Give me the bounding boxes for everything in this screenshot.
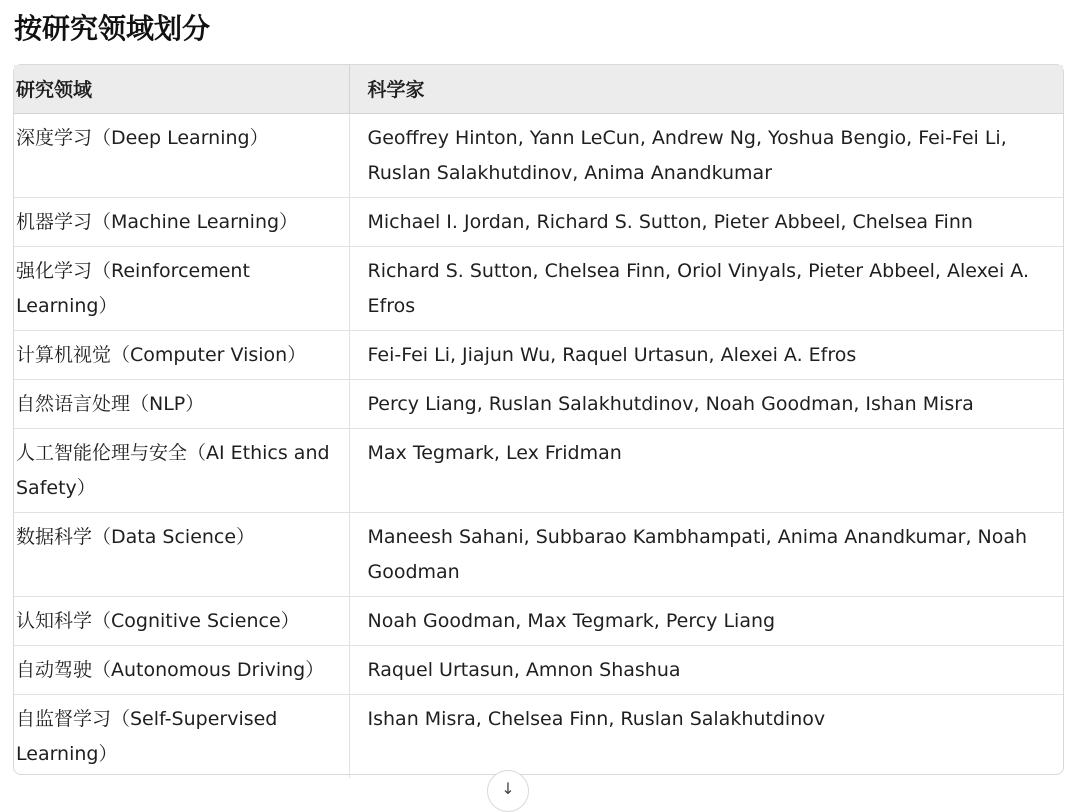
- table-row: [14, 379, 1063, 428]
- table-row: [14, 246, 1063, 330]
- header-scientists: 科学家: [349, 65, 1063, 113]
- table-row: [14, 694, 1063, 778]
- cell-scientists: Fei-Fei Li, Jiajun Wu, Raquel Urtasun, Alexei A. Efros: [349, 330, 1063, 379]
- cell-field: 自动驾驶（Autonomous Driving）: [14, 645, 349, 694]
- cell-field: 数据科学（Data Science）: [14, 512, 349, 596]
- research-table-container: [13, 64, 1064, 775]
- cell-scientists: Noah Goodman, Max Tegmark, Percy Liang: [349, 596, 1063, 645]
- cell-scientists: Maneesh Sahani, Subbarao Kambhampati, Anima Anandkumar, Noah Goodman: [349, 512, 1063, 596]
- header-field: 研究领域: [14, 65, 349, 113]
- table-row: [14, 596, 1063, 645]
- table-row: [14, 645, 1063, 694]
- cell-field: 深度学习（Deep Learning）: [14, 113, 349, 197]
- table-row: [14, 330, 1063, 379]
- cell-field: 人工智能伦理与安全（AI Ethics and Safety）: [14, 428, 349, 512]
- cell-scientists: Percy Liang, Ruslan Salakhutdinov, Noah Goodman, Ishan Misra: [349, 379, 1063, 428]
- arrow-down-icon: ↓: [501, 779, 515, 798]
- cell-field: 认知科学（Cognitive Science）: [14, 596, 349, 645]
- scroll-down-button[interactable]: [487, 770, 529, 812]
- cell-scientists: Max Tegmark, Lex Fridman: [349, 428, 1063, 512]
- table-row: [14, 113, 1063, 197]
- cell-scientists: Richard S. Sutton, Chelsea Finn, Oriol Vinyals, Pieter Abbeel, Alexei A. Efros: [349, 246, 1063, 330]
- cell-field: 强化学习（Reinforcement Learning）: [14, 246, 349, 330]
- cell-scientists: Geoffrey Hinton, Yann LeCun, Andrew Ng, Yoshua Bengio, Fei-Fei Li, Ruslan Salakhutdinov, Anima Anandkumar: [349, 113, 1063, 197]
- cell-scientists: Raquel Urtasun, Amnon Shashua: [349, 645, 1063, 694]
- cell-field: 自监督学习（Self-Supervised Learning）: [16, 707, 278, 765]
- table-row: [14, 512, 1063, 596]
- cell-scientists: Ishan Misra, Chelsea Finn, Ruslan Salakhutdinov: [349, 694, 1063, 778]
- cell-scientists: Michael I. Jordan, Richard S. Sutton, Pieter Abbeel, Chelsea Finn: [349, 197, 1063, 246]
- research-table: [14, 65, 1063, 778]
- table-row: [14, 197, 1063, 246]
- cell-field: 自然语言处理（NLP）: [14, 379, 349, 428]
- cell-field: 计算机视觉（Computer Vision）: [14, 330, 349, 379]
- table-header-row: [14, 65, 1063, 113]
- cell-field: 机器学习（Machine Learning）: [14, 197, 349, 246]
- table-row: [14, 428, 1063, 512]
- page-title: 按研究领域划分: [14, 12, 211, 45]
